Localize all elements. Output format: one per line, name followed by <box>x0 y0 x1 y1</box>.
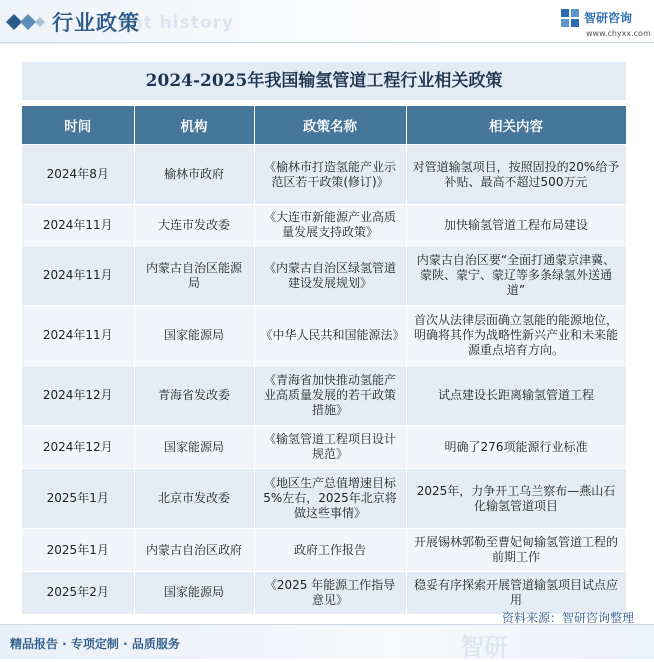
table-row <box>22 366 626 426</box>
cell-content: 对管道输氢项目，按照固投的20%给予补贴、最高不超过500万元 <box>406 145 626 205</box>
cell-org: 北京市发改委 <box>134 469 254 529</box>
cell-policy: 《输氢管道工程项目设计规范》 <box>254 426 406 469</box>
brand-url[interactable]: www.chyxx.com <box>586 29 651 38</box>
cell-time: 2024年11月 <box>22 306 134 366</box>
table-row <box>22 426 626 469</box>
cell-policy: 《内蒙古自治区绿氢管道建设发展规划》 <box>254 246 406 306</box>
cell-time: 2025年1月 <box>22 529 134 572</box>
footer-slogan: 精品报告 · 专项定制 · 品质服务 <box>10 637 180 651</box>
cell-time: 2024年12月 <box>22 426 134 469</box>
cell-content: 开展锡林郭勒至曹妃甸输氢管道工程的前期工作 <box>406 529 626 572</box>
cell-policy: 《2025 年能源工作指导意见》 <box>254 572 406 614</box>
column-header-policy: 政策名称 <box>254 106 406 145</box>
table-row <box>22 145 626 205</box>
cell-content: 内蒙古自治区要“全面打通蒙京津冀、蒙陕、蒙宁、蒙辽等多条绿氢外送通道” <box>406 246 626 306</box>
cell-org: 国家能源局 <box>134 306 254 366</box>
cell-org: 大连市发改委 <box>134 205 254 246</box>
brand-logo-icon <box>560 8 580 28</box>
table-header-row <box>22 106 626 145</box>
cell-content: 稳妥有序探索开展管道输氢项目试点应用 <box>406 572 626 614</box>
header-bar <box>0 0 654 44</box>
header-divider <box>0 42 654 43</box>
cell-content: 首次从法律层面确立氢能的能源地位，明确将其作为战略性新兴产业和未来能源重点培育方向。 <box>406 306 626 366</box>
cell-org: 国家能源局 <box>134 572 254 614</box>
cell-policy: 《大连市新能源产业高质量发展支持政策》 <box>254 205 406 246</box>
cell-policy: 政府工作报告 <box>254 529 406 572</box>
cell-time: 2025年2月 <box>22 572 134 614</box>
footer-bar <box>0 611 654 661</box>
table-row <box>22 469 626 529</box>
cell-content: 加快输氢管道工程布局建设 <box>406 205 626 246</box>
brand-name: 智研咨询 <box>584 11 633 25</box>
table-row <box>22 529 626 572</box>
cell-time: 2025年1月 <box>22 469 134 529</box>
header-watermark: ent history <box>118 13 234 33</box>
cell-policy: 《榆林市打造氢能产业示范区若干政策(修订)》 <box>254 145 406 205</box>
cell-org: 青海省发改委 <box>134 366 254 426</box>
column-header-time: 时间 <box>22 106 134 145</box>
cell-org: 国家能源局 <box>134 426 254 469</box>
cell-policy: 《地区生产总值增速目标5%左右，2025年北京将做这些事情》 <box>254 469 406 529</box>
table-row <box>22 246 626 306</box>
cell-time: 2024年11月 <box>22 246 134 306</box>
cell-content: 明确了276项能源行业标准 <box>406 426 626 469</box>
column-header-org: 机构 <box>134 106 254 145</box>
table-row <box>22 205 626 246</box>
footer-watermark: 智研 <box>460 633 508 661</box>
table-row <box>22 572 626 614</box>
cell-policy: 《中华人民共和国能源法》 <box>254 306 406 366</box>
diamond-decoration-icon <box>6 12 46 32</box>
page-title: 行业政策 <box>52 11 140 35</box>
cell-org: 榆林市政府 <box>134 145 254 205</box>
table-title: 2024-2025年我国输氢管道工程行业相关政策 <box>145 71 503 91</box>
cell-policy: 《青海省加快推动氢能产业高质量发展的若干政策措施》 <box>254 366 406 426</box>
source-note: 资料来源：智研咨询整理 <box>502 611 635 625</box>
table-row <box>22 306 626 366</box>
column-header-content: 相关内容 <box>406 106 626 145</box>
policy-table <box>22 106 627 614</box>
cell-time: 2024年12月 <box>22 366 134 426</box>
cell-org: 内蒙古自治区政府 <box>134 529 254 572</box>
cell-time: 2024年8月 <box>22 145 134 205</box>
cell-content: 试点建设长距离输氢管道工程 <box>406 366 626 426</box>
cell-time: 2024年11月 <box>22 205 134 246</box>
cell-org: 内蒙古自治区能源局 <box>134 246 254 306</box>
cell-content: 2025年，力争开工乌兰察布—燕山石化输氢管道项目 <box>406 469 626 529</box>
